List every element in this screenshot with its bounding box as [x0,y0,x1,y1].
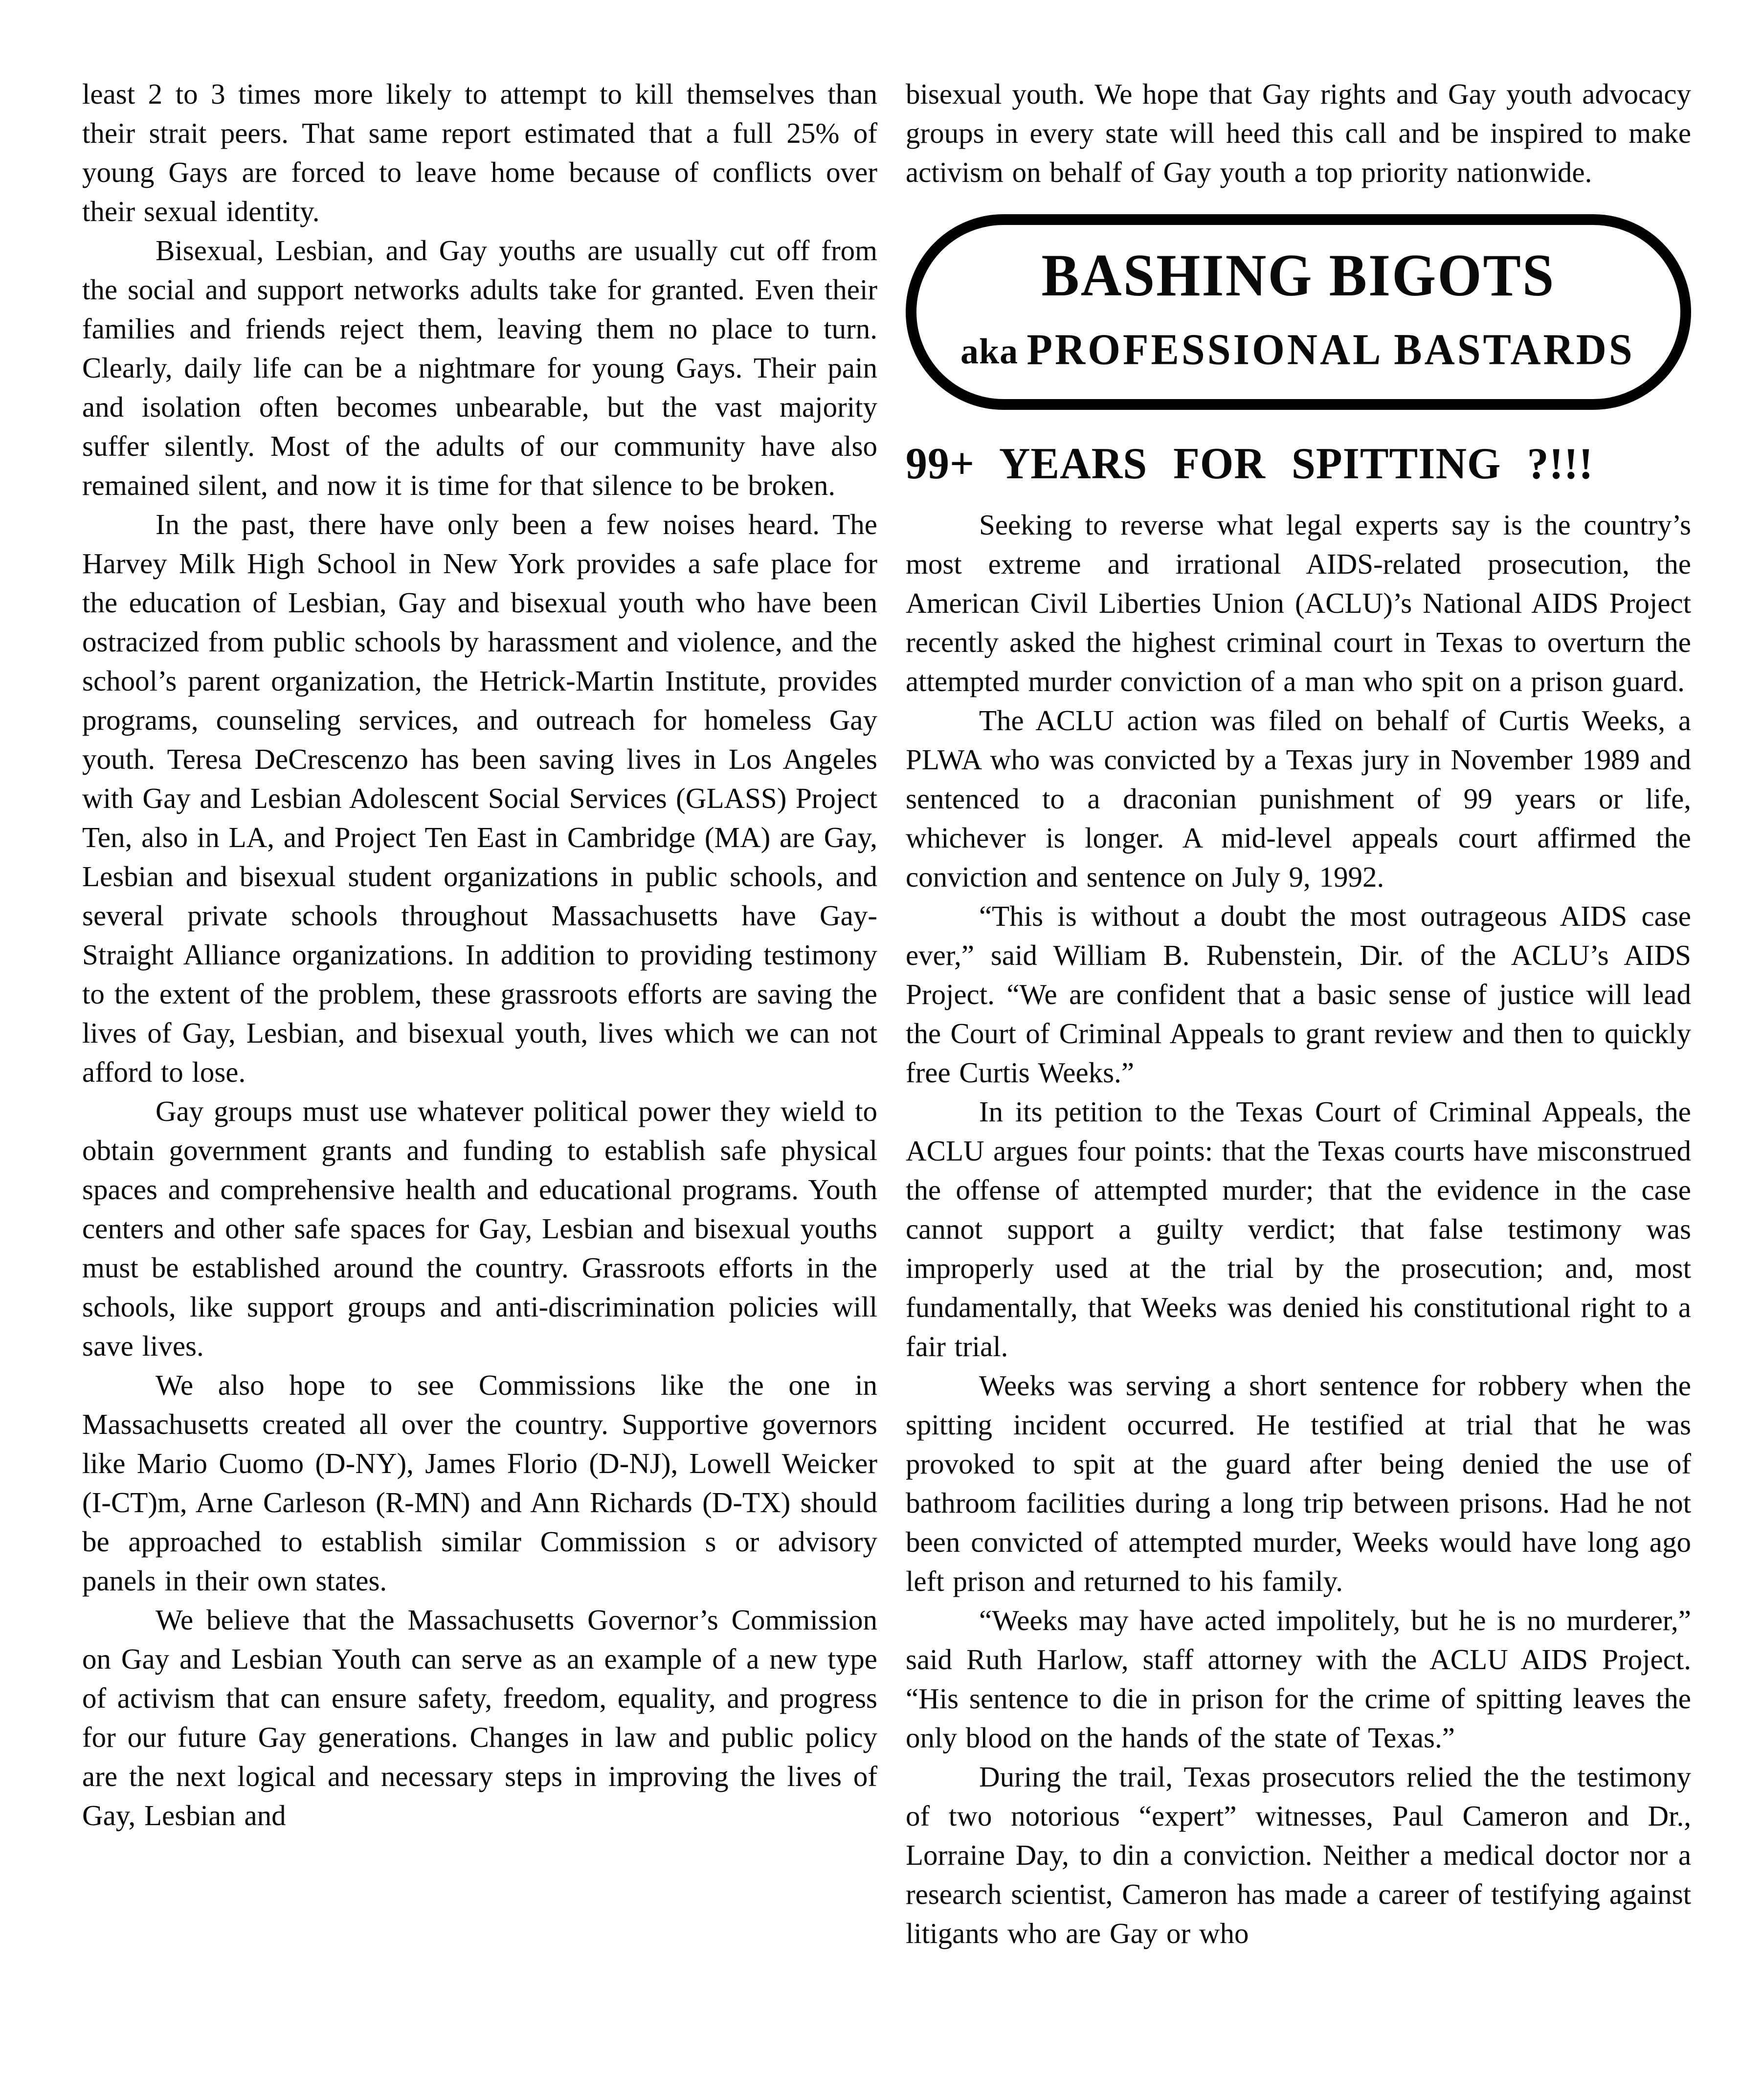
article-headline: 99+ YEARS FOR SPITTING ?!!! [906,439,1594,489]
badge-aka-label: aka [960,331,1019,372]
badge-title: BASHING BIGOTS [1041,243,1556,309]
right-paragraph-4: In its petition to the Texas Court of Criminal Appeals, the ACLU argues four points: that the Texas courts have misconstrued the offense of attempted murder; that the evidence in the case cannot support a guilty verdict; that false testimony was improperly used at the trial by the prosecution; and, most fundamentally, that Weeks was denied his constitutional right to a fair trial. [906,1095,1691,1363]
right-column [906,74,1691,1953]
right-paragraph-6: “Weeks may have acted impolitely, but he is no murderer,” said Ruth Harlow, staff attorney with the ACLU AIDS Project. “His sentence to die in prison for the crime of spitting leaves the only blood on the hands of the state of Texas.” [906,1604,1691,1754]
left-paragraph-4: Gay groups must use whatever political power they wield to obtain government grants and funding to establish safe physical spaces and comprehensive health and educational programs. Youth centers and other safe spaces for Gay, Lesbian and bisexual youths must be established around the country. Grassroots efforts in the schools, like support groups and anti-discrimination policies will save lives. [82,1095,877,1362]
left-paragraph-5: We also hope to see Commissions like the one in Massachusetts created all over the country. Supportive governors like Mario Cuomo (D-NY), James Florio (D-NJ), Lowell Weicker (I-CT)m, Arne Carleson (R-MN) and Ann Richards (D-TX) should be approached to establish similar Commission s or advisory panels in their own states. [82,1369,877,1597]
left-paragraph-6: We believe that the Massachusetts Governor’s Commission on Gay and Lesbian Youth can serve as an example of a new type of activism that can ensure safety, freedom, equality, and progress for our future Gay generations. Changes in law and public policy are the next logical and necessary steps in improving the lives of Gay, Lesbian and [82,1604,877,1832]
badge-subtitle: PROFESSIONAL BASTARDS [1026,324,1635,374]
right-paragraph-3: “This is without a doubt the most outrageous AIDS case ever,” said William B. Rubenstein, Dir. of the ACLU’s AIDS Project. “We are confident that a basic sense of justice will lead the Court of Criminal Appeals to grant review and then to quickly free Curtis Weeks.” [906,899,1691,1089]
bashing-bigots-badge [906,214,1691,410]
right-paragraph-7: During the trail, Texas prosecutors relied the the testimony of two notorious “expert” witnesses, Paul Cameron and Dr., Lorraine Day, to din a conviction. Neither a medical doctor nor a research scientist, Cameron has made a career of testifying against litigants who are Gay or who [906,1760,1691,1949]
right-intro-paragraph: bisexual youth. We hope that Gay rights and Gay youth advocacy groups in every state will heed this call and be inspired to make activism on behalf of Gay youth a top priority nationwide. [906,78,1691,188]
badge-subtitle-row [944,325,1653,374]
left-paragraph-2: Bisexual, Lesbian, and Gay youths are usually cut off from the social and support networks adults take for granted. Even their families and friends reject them, leaving them no place to turn. Clearly, daily life can be a nightmare for young Gays. Their pain and isolation often becomes unbearable, but the vast majority suffer silently. Most of the adults of our community have also remained silent, and now it is time for that silence to be broken. [82,234,877,501]
right-paragraph-2: The ACLU action was filed on behalf of Curtis Weeks, a PLWA who was convicted by a Texas jury in November 1989 and sentenced to a draconian punishment of 99 years or life, whichever is longer. A mid-level appeals court affirmed the conviction and sentence on July 9, 1992. [906,704,1691,893]
right-paragraph-1: Seeking to reverse what legal experts say is the country’s most extreme and irrational AIDS-related prosecution, the American Civil Liberties Union (ACLU)’s National AIDS Project recently asked the highest criminal court in Texas to overturn the attempted murder conviction of a man who spit on a prison guard. [906,508,1691,697]
right-paragraph-5: Weeks was serving a short sentence for robbery when the spitting incident occurred. He testified at trial that he was provoked to spit at the guard after being denied the use of bathroom facilities during a long trip between prisons. Had he not been convicted of attempted murder, Weeks would have long ago left prison and returned to his family. [906,1369,1691,1597]
left-paragraph-1: least 2 to 3 times more likely to attempt to kill themselves than their strait peers. That same report estimated that a full 25% of young Gays are forced to leave home because of conflicts over their sexual identity. [82,78,877,227]
left-paragraph-3: In the past, there have only been a few noises heard. The Harvey Milk High School in New York provides a safe place for the education of Lesbian, Gay and bisexual youth who have been ostracized from public schools by harassment and violence, and the school’s parent organization, the Hetrick-Martin Institute, provides programs, counseling services, and outreach for homeless Gay youth. Teresa DeCrescenzo has been saving lives in Los Angeles with Gay and Lesbian Adolescent Social Services (GLASS) Project Ten, also in LA, and Project Ten East in Cambridge (MA) are Gay, Lesbian and bisexual student organizations in public schools, and several private schools throughout Massachusetts have Gay-Straight Alliance organizations. In addition to providing testimony to the extent of the problem, these grassroots efforts are saving the lives of Gay, Lesbian, and bisexual youth, lives which we can not afford to lose. [82,508,877,1088]
left-column [82,74,877,1835]
